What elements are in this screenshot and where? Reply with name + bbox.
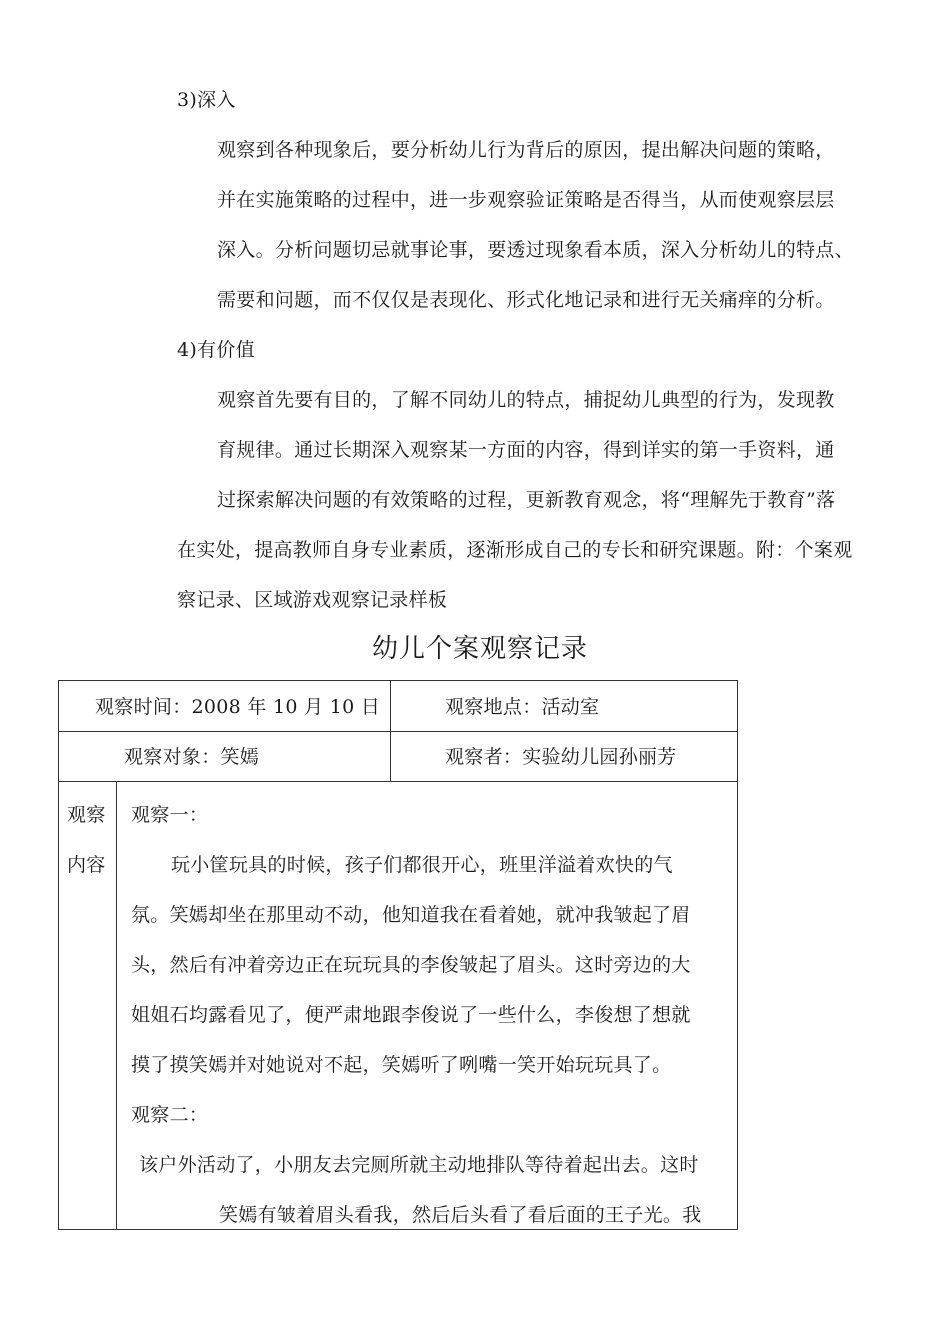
observation-1-line: 姐姐石均露看见了，便严肃地跟李俊说了一些什么，李俊想了想就 [131,1004,691,1026]
paragraph-line: 并在实施策略的过程中，进一步观察验证策略是否得当，从而使观察层层 [217,189,835,211]
paragraph-line: 在实处，提高教师自身专业素质，逐渐形成自己的专长和研究课题。附：个案观 [177,539,853,561]
table-divider [59,731,737,732]
table-divider [390,681,391,781]
paragraph-line: 察记录、区域游戏观察记录样板 [177,589,448,611]
paragraph-line: 深入。分析问题切忌就事论事，要透过现象看本质，深入分析幼儿的特点、 [217,239,854,261]
observation-2-line: 该户外活动了，小朋友去完厕所就主动地排队等待着起出去。这时 [139,1154,699,1176]
paragraph-line: 育规律。通过长期深入观察某一方面的内容，得到详实的第一手资料，通 [217,439,835,461]
observation-1-heading: 观察一： [131,804,209,826]
paragraph-line: 需要和问题，而不仅仅是表现化、形式化地记录和进行无关痛痒的分析。 [217,289,835,311]
observation-subject: 观察对象：笑嫣 [124,746,260,768]
observation-record-table [58,680,738,1230]
paragraph-line: 观察到各种现象后，要分析幼儿行为背后的原因，提出解决问题的策略， [217,139,835,161]
observation-place: 观察地点：活动室 [445,696,600,718]
paragraph-line: 过探索解决问题的有效策略的过程，更新教育观念，将“理解先于教育”落 [217,489,836,511]
observation-2-line: 笑嫣有皱着眉头看我，然后后头看了看后面的王子光。我 [219,1204,702,1226]
observation-1-line: 氛。笑嫣却坐在那里动不动，他知道我在看着她，就冲我皱起了眉 [131,904,691,926]
paragraph-line: 观察首先要有目的，了解不同幼儿的特点，捕捉幼儿典型的行为，发现教 [217,389,835,411]
observation-time: 观察时间：2008 年 10 月 10 日 [95,696,381,718]
observation-1-line: 头，然后有冲着旁边正在玩玩具的李俊皱起了眉头。这时旁边的大 [131,954,691,976]
observation-1-line: 摸了摸笑嫣并对她说对不起，笑嫣听了咧嘴一笑开始玩玩具了。 [131,1054,672,1076]
observation-2-heading: 观察二： [131,1104,209,1126]
table-divider [116,781,117,1229]
content-label: 内容 [67,854,106,876]
observer: 观察者：实验幼儿园孙丽芳 [445,746,677,768]
record-title: 幼儿个案观察记录 [371,634,588,664]
table-divider [59,781,737,782]
section-heading-4: 4)有价值 [177,339,256,361]
section-heading-3: 3)深入 [177,89,236,111]
content-label: 观察 [67,804,106,826]
observation-1-line: 玩小筐玩具的时候，孩子们都很开心，班里洋溢着欢快的气 [171,854,673,876]
